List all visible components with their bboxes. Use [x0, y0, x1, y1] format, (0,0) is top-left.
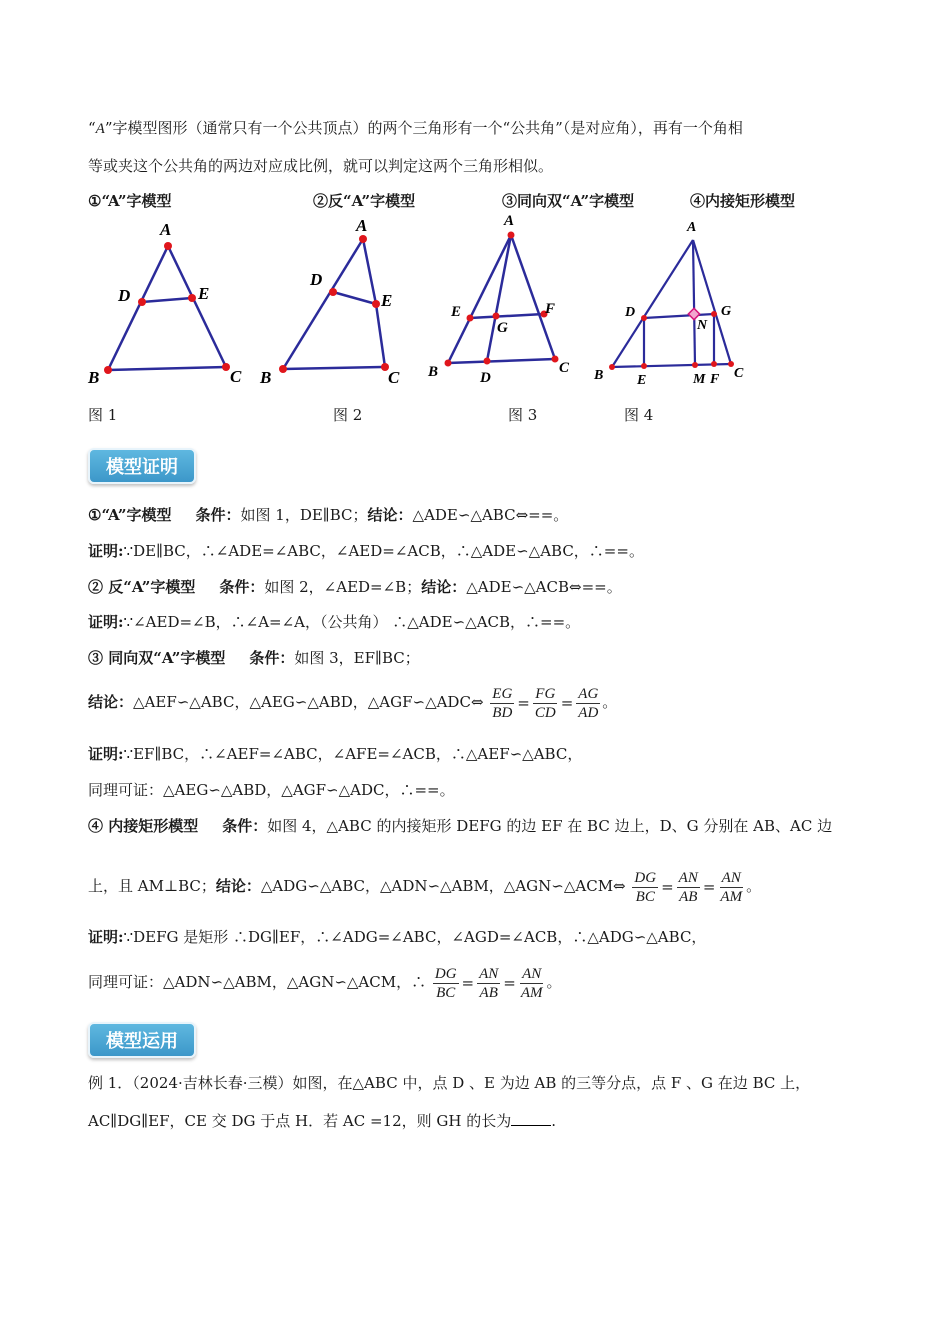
- caption-fig-1: 图 1: [88, 406, 118, 424]
- label-f: F: [545, 301, 556, 317]
- label-e: E: [381, 291, 393, 310]
- model-4-conclusion: 上，且 AM⊥BC；结论：△ADG∽△ABC，△ADN∽△ABM，△AGN∽△ACM⇔ $\frac{DG}{BC}$ = $\frac{AN}{AB}$ = $\frac{AN}{AM}$ 。: [88, 869, 762, 905]
- fraction-fg-cd: $\frac{FG}{CD}$: [534, 685, 556, 721]
- label-e: E: [198, 284, 210, 303]
- point-d: [641, 315, 647, 321]
- caption-fig-3: 图 3: [508, 406, 538, 424]
- label-c: C: [388, 368, 400, 387]
- model-4-similar: 同理可证：△ADN∽△ABM，△AGN∽△ACM，∴ $\frac{DG}{BC}$ = $\frac{AN}{AB}$ = $\frac{AN}{AM}$ 。: [88, 965, 562, 1001]
- intro-line-1: “A”字模型图形（通常只有一个公共顶点）的两个三角形有一个“公共角”（是对应角），再有一个角相: [88, 119, 743, 137]
- model-2-statement: ② 反“A”字模型 条件：如图 2，∠AED=∠B；结论：△ADE∽△ACB⇔==。: [88, 578, 622, 596]
- fraction-eg-bd: $\frac{EG}{BD}$: [492, 685, 513, 721]
- label-e: E: [451, 304, 462, 320]
- label-c: C: [559, 360, 570, 376]
- model-3-conclusion: 结论：△AEF∽△ABC，△AEG∽△ABD，△AGF∽△ADC⇔ $\frac{EG}{BD}$ = $\frac{FG}{CD}$ = $\frac{AG}{AD}$ 。: [88, 685, 618, 721]
- point-b: [279, 365, 287, 373]
- fraction-dg-bc: $\frac{DG}{BC}$: [634, 869, 657, 905]
- label-a: A: [504, 213, 515, 229]
- label-b: B: [260, 368, 272, 387]
- point-d: [484, 358, 491, 365]
- model-1-proof: 证明:∵DE∥BC，∴∠ADE=∠ABC，∠AED=∠ACB，∴△ADE∽△ABC，∴==。: [88, 542, 644, 560]
- answer-blank[interactable]: [511, 1111, 551, 1126]
- label-g: G: [497, 320, 508, 336]
- label-m: M: [693, 372, 706, 387]
- label-d: D: [118, 286, 131, 305]
- figure-2: [255, 215, 415, 395]
- fraction-ag-ad: $\frac{AG}{AD}$: [578, 685, 599, 721]
- figure-1: [80, 215, 255, 395]
- model-title-3: ③同向双“A”字模型: [502, 192, 635, 210]
- model-2-proof: 证明:∵∠AED=∠B，∴∠A=∠A，（公共角） ∴△ADE∽△ACB，∴==。: [88, 613, 581, 631]
- model-4-proof: 证明:∵DEFG 是矩形 ∴DG∥EF，∴∠ADG=∠ABC，∠AGD=∠ACB，∴△ADG∽△ABC，: [88, 928, 707, 946]
- example-line-1: 例 1．（2024·吉林长春·三模）如图，在△ABC 中，点 D 、E 为边 AB 的三等分点，点 F 、G 在边 BC 上，: [88, 1074, 811, 1092]
- caption-fig-2: 图 2: [333, 406, 363, 424]
- point-a: [164, 242, 172, 250]
- label-c: C: [230, 367, 242, 386]
- fraction-an-ab: $\frac{AN}{AB}$: [678, 869, 698, 905]
- fraction-an-ab-2: $\frac{AN}{AB}$: [479, 965, 499, 1001]
- label-n: N: [697, 318, 708, 333]
- section-badge-application: 模型运用: [88, 1022, 196, 1058]
- model-1-statement: ①“A”字模型 条件：如图 1，DE∥BC；结论：△ADE∽△ABC⇔==。: [88, 506, 569, 524]
- point-b: [104, 366, 112, 374]
- point-g: [493, 313, 500, 320]
- label-d: D: [625, 305, 636, 320]
- point-b: [445, 360, 452, 367]
- label-c: C: [734, 366, 744, 381]
- label-f: F: [710, 372, 720, 387]
- fraction-dg-bc-2: $\frac{DG}{BC}$: [434, 965, 457, 1001]
- example-line-2: AC∥DG∥EF，CE 交 DG 于点 H．若 AC =12，则 GH 的长为 .: [88, 1112, 557, 1130]
- point-e: [467, 315, 474, 322]
- point-m: [692, 362, 698, 368]
- point-f: [711, 361, 717, 367]
- label-b: B: [594, 368, 604, 383]
- point-g: [711, 311, 717, 317]
- fraction-an-am: $\frac{AN}{AM}$: [720, 869, 743, 905]
- label-e: E: [637, 373, 647, 388]
- model-3-statement: ③ 同向双“A”字模型 条件：如图 3，EF∥BC；: [88, 649, 420, 667]
- label-a: A: [356, 216, 368, 235]
- point-d: [329, 288, 337, 296]
- point-e: [188, 294, 196, 302]
- point-d: [138, 298, 146, 306]
- intro-line-2: 等或夹这个公共角的两边对应成比例，就可以判定这两个三角形相似。: [88, 157, 554, 175]
- caption-fig-4: 图 4: [624, 406, 654, 424]
- figure-3: [420, 205, 585, 395]
- point-a: [359, 235, 367, 243]
- model-title-4: ④内接矩形模型: [690, 192, 796, 210]
- point-b: [609, 364, 615, 370]
- point-c: [222, 363, 230, 371]
- point-a: [508, 232, 515, 239]
- label-d: D: [480, 370, 491, 386]
- label-g: G: [721, 304, 732, 319]
- model-4-statement: ④ 内接矩形模型 条件：如图 4，△ABC 的内接矩形 DEFG 的边 EF 在 BC 边上，D、G 分别在 AB、AC 边: [88, 817, 833, 835]
- point-e: [372, 300, 380, 308]
- model-title-2: ②反“A”字模型: [313, 192, 416, 210]
- point-e: [641, 363, 647, 369]
- label-a: A: [160, 220, 172, 239]
- label-a: A: [687, 220, 697, 235]
- model-title-1: ①“A”字模型: [88, 192, 172, 210]
- fraction-an-am-2: $\frac{AN}{AM}$: [520, 965, 543, 1001]
- model-3-proof: 证明:∵EF∥BC，∴∠AEF=∠ABC，∠AFE=∠ACB，∴△AEF∽△ABC，: [88, 745, 583, 763]
- label-b: B: [428, 364, 439, 380]
- figure-4: [585, 210, 760, 395]
- point-c: [552, 356, 559, 363]
- label-b: B: [88, 368, 100, 387]
- model-3-similar: 同理可证：△AEG∽△ABD，△AGF∽△ADC，∴==。: [88, 781, 455, 799]
- section-badge-proof: 模型证明: [88, 448, 196, 484]
- label-d: D: [310, 270, 323, 289]
